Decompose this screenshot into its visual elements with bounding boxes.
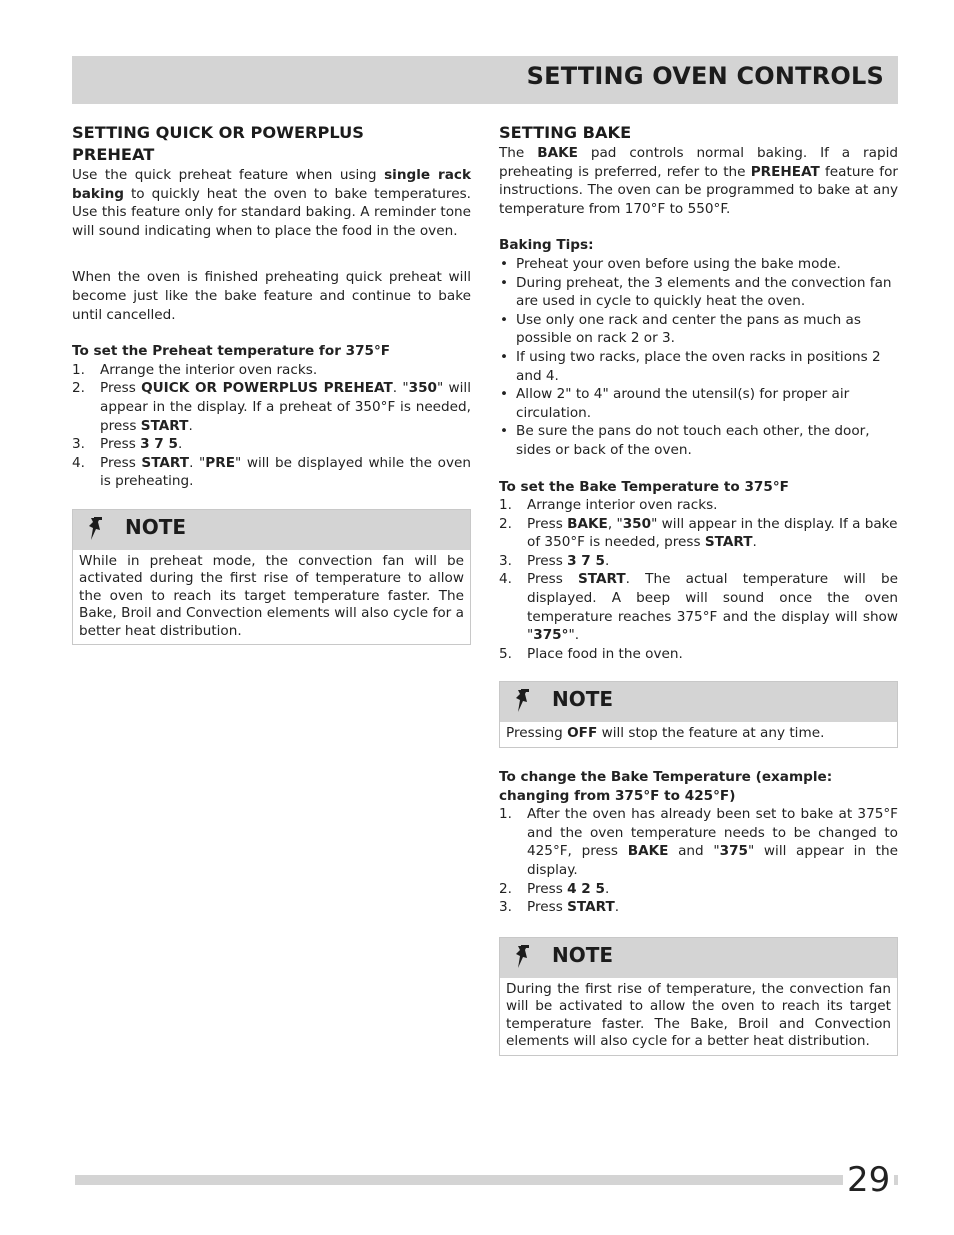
list-item: 2. Press BAKE, "350" will appear in the display. If a bake of 350°F is needed, press START. <box>499 515 898 551</box>
preheat-steps-title: To set the Preheat temperature for 375°F <box>72 343 391 360</box>
note-header <box>73 510 470 550</box>
list-item: • Use only one rack and center the pans as much as possible on rack 2 or 3. <box>500 311 861 347</box>
pushpin-icon <box>85 516 107 544</box>
list-item: 3. Press 3 7 5. <box>499 552 610 569</box>
bake-steps-title: To set the Bake Temperature to 375°F <box>499 478 789 495</box>
note-title: NOTE <box>125 514 187 539</box>
list-item: 4. Press START. The actual temperature will be displayed. A beep will sound once the oven temperature reaches 375°F and the display will show "375°". <box>499 571 898 644</box>
note-body: During the first rise of temperature, the convection fan will be activated to allow the oven to reach its target temperature faster. The Bake, Broil and Convection elements will also cycle for a better heat distribution. <box>506 980 891 1050</box>
list-item: • Preheat your oven before using the bake mode. <box>500 255 841 272</box>
page-header-bar <box>72 56 898 104</box>
list-item: 2. Press 4 2 5. <box>499 880 610 897</box>
preheat-steps-list <box>72 361 471 491</box>
list-item: 3. Press START. <box>499 899 620 916</box>
list-item: 2. Press QUICK OR POWERPLUS PREHEAT. "350" will appear in the display. If a preheat of 350°F is needed, press START. <box>72 380 471 434</box>
page-number: 29 <box>843 1160 894 1200</box>
note-box-off <box>499 681 898 748</box>
page-title: SETTING OVEN CONTROLS <box>526 62 884 90</box>
list-item: • If using two racks, place the oven racks in positions 2 and 4. <box>500 348 881 384</box>
list-item: 1. Arrange interior oven racks. <box>499 497 718 514</box>
note-box-convection <box>499 937 898 1056</box>
list-item: 1. Arrange the interior oven racks. <box>72 361 318 378</box>
quick-preheat-para2: When the oven is finished preheating quick preheat will become just like the bake feature and continue to bake until cancelled. <box>72 269 471 323</box>
list-item: • Be sure the pans do not touch each other, the door, sides or back of the oven. <box>500 423 870 458</box>
note-title: NOTE <box>552 942 614 967</box>
pushpin-icon <box>512 944 534 972</box>
left-column <box>72 122 471 645</box>
page-footer-bar <box>75 1175 898 1185</box>
baking-tips-title: Baking Tips: <box>499 237 594 254</box>
note-body: While in preheat mode, the convection fan will be activated during the first rise of temperature to allow the oven to reach its target temperature faster. The Bake, Broil and Convection elements will also cycle for a better heat distribution. <box>79 552 464 639</box>
note-box-preheat <box>72 509 471 646</box>
right-column <box>499 122 898 1056</box>
list-item: 4. Press START. "PRE" will be displayed while the oven is preheating. <box>72 454 471 490</box>
setting-bake-intro: The BAKE pad controls normal baking. If a rapid preheating is preferred, refer to the PREHEAT feature for instructions. The oven can be programmed to bake at any temperature from 170°F to 550°F. <box>499 145 898 217</box>
bake-steps-list <box>499 496 898 663</box>
note-header <box>500 682 897 722</box>
quick-preheat-intro: Use the quick preheat feature when using single rack baking to quickly heat the oven to bake temperatures. Use this feature only for standard baking. A reminder tone will sound indicating when to place the food in the oven. <box>72 167 471 239</box>
change-bake-steps-list <box>499 805 898 917</box>
section-heading-setting-bake: SETTING BAKE <box>499 123 632 142</box>
section-heading-quick-preheat: SETTING QUICK OR POWERPLUS PREHEAT <box>72 123 364 164</box>
list-item: • Allow 2" to 4" around the utensil(s) for proper air circulation. <box>500 386 850 421</box>
pushpin-icon <box>512 688 534 716</box>
list-item: • During preheat, the 3 elements and the convection fan are used in cycle to quickly heat the oven. <box>500 274 892 310</box>
note-title: NOTE <box>552 687 614 712</box>
change-bake-title: To change the Bake Temperature (example: changing from 375°F to 425°F) <box>499 768 833 804</box>
note-header <box>500 938 897 978</box>
baking-tips-list <box>499 255 898 460</box>
list-item: 3. Press 3 7 5. <box>72 436 183 453</box>
list-item: 5. Place food in the oven. <box>499 645 683 662</box>
list-item: 1. After the oven has already been set to bake at 375°F and the oven temperature needs to be changed to 425°F, press BAKE and "375" will appear in the display. <box>499 806 898 878</box>
note-body: Pressing OFF will stop the feature at any time. <box>506 725 825 742</box>
